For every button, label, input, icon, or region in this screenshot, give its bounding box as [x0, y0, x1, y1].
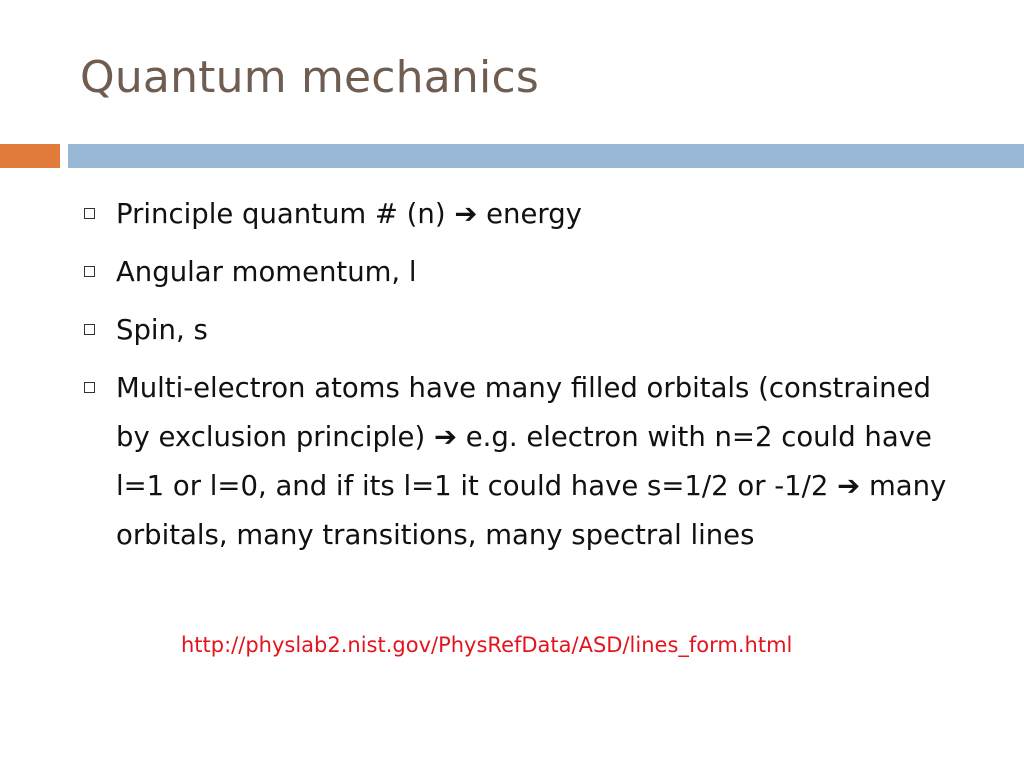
bullet-text: Principle quantum # (n) — [116, 198, 455, 230]
bullet-text: many orbitals, many transitions, many spectral lines — [116, 470, 947, 551]
right-arrow-icon: ➔ — [837, 470, 861, 502]
title-divider-bar — [68, 144, 1024, 168]
square-bullet-icon — [84, 324, 95, 335]
right-arrow-icon: ➔ — [454, 198, 478, 230]
square-bullet-icon — [84, 382, 95, 393]
bullet-item-spin — [82, 306, 962, 355]
title-accent-bar — [0, 144, 60, 168]
reference-link[interactable]: http://physlab2.nist.gov/PhysRefData/ASD/lines_form.html — [181, 633, 793, 657]
square-bullet-icon — [84, 266, 95, 277]
right-arrow-icon: ➔ — [433, 421, 457, 453]
bullet-item-angular-momentum — [82, 248, 962, 297]
slide-title: Quantum mechanics — [80, 52, 539, 103]
square-bullet-icon — [84, 208, 95, 219]
bullet-text: Angular momentum, l — [116, 256, 417, 288]
bullet-text: Spin, s — [116, 314, 208, 346]
bullet-item-multi-electron-atoms — [82, 364, 962, 560]
bullet-text: energy — [477, 198, 582, 230]
bullet-text: Multi-electron atoms have many filled orbitals (constrained by exclusion principle) — [116, 372, 931, 453]
bullet-text: e.g. electron with n=2 could have l=1 or l=0, and if its l=1 it could have s=1/2 or -1/2 — [116, 421, 932, 502]
bullet-list — [82, 190, 962, 569]
bullet-item-principal-quantum-number — [82, 190, 962, 239]
